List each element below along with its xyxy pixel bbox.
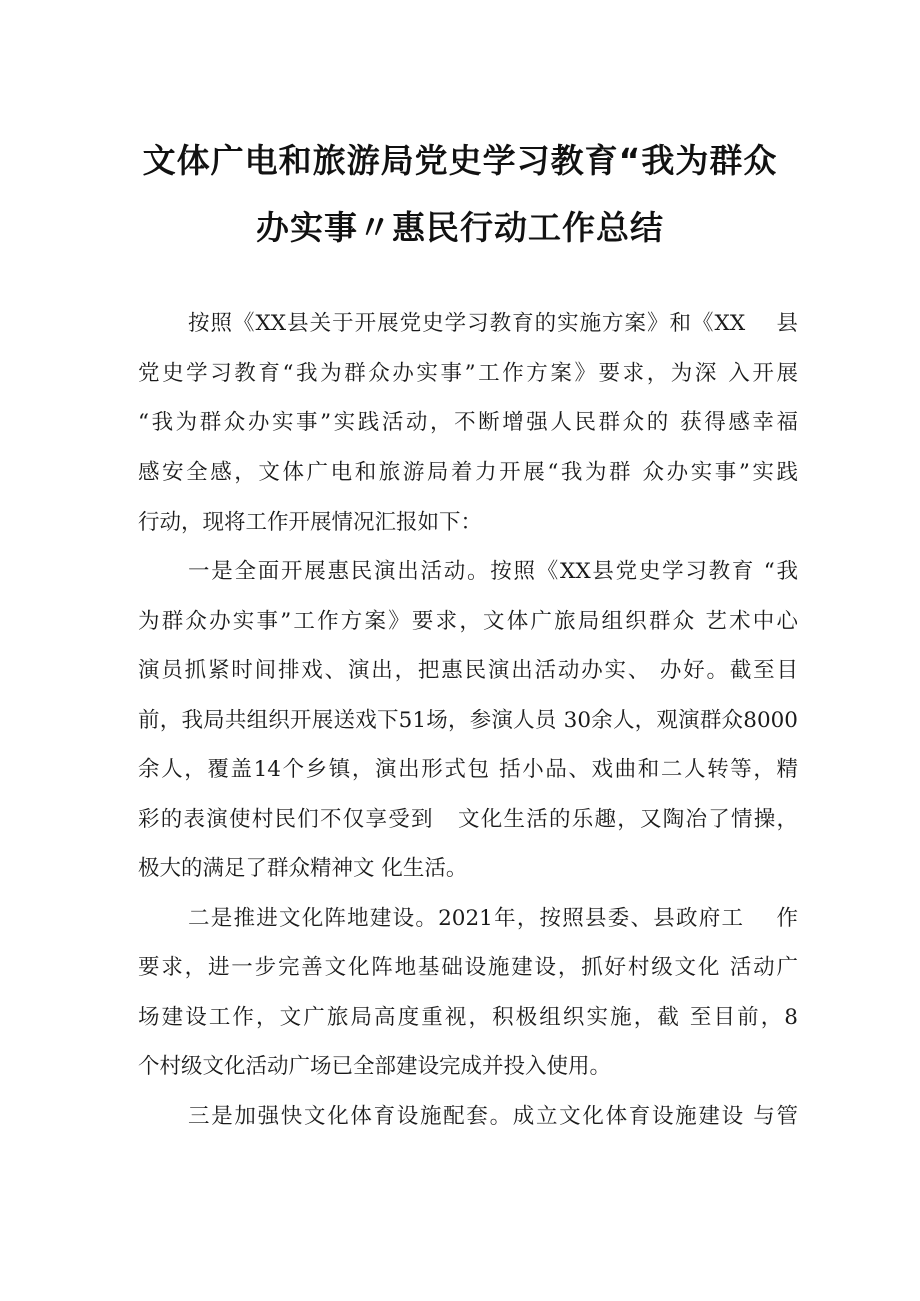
paragraph-2-line-3: 演员抓紧时间排戏、演出，把惠民演出活动办实、 办好。截至目 [138, 658, 798, 683]
paragraph-3-line-1: 二是推进文化阵地建设。2021年，按照县委、县政府工 作 [188, 906, 798, 931]
paragraph-2-line-2: 为群众办实事”工作方案》要求，文体广旅局组织群众 艺术中心 [138, 609, 798, 634]
paragraph-2-line-5: 余人，覆盖14个乡镇，演出形式包 括小品、戏曲和二人转等，精 [138, 757, 798, 782]
document-title-line-1: 文体广电和旅游局党史学习教育“我为群众 [142, 141, 778, 180]
paragraph-2-line-1: 一是全面开展惠民演出活动。按照《XX县党史学习教育 “我 [188, 559, 798, 584]
paragraph-1-line-3: “我为群众办实事”实践活动，不断增强人民群众的 获得感幸福 [138, 410, 798, 435]
paragraph-2-line-4: 前，我局共组织开展送戏下51场，参演人员 30余人，观演群众8000 [138, 708, 798, 733]
paragraph-2-line-6: 彩的表演使村民们不仅享受到 文化生活的乐趣，又陶冶了情操， [138, 807, 798, 832]
paragraph-1-line-4: 感安全感，文体广电和旅游局着力开展“我为群 众办实事”实践 [138, 460, 798, 485]
paragraph-3-line-3: 场建设工作，文广旅局高度重视，积极组织实施，截 至目前，8 [138, 1005, 798, 1030]
paragraph-1-line-1: 按照《XX县关于开展党史学习教育的实施方案》和《XX 县 [188, 311, 798, 336]
paragraph-1-line-2: 党史学习教育“我为群众办实事”工作方案》要求，为深 入开展 [138, 361, 798, 386]
paragraph-1-line-5: 行动，现将工作开展情况汇报如下： [138, 510, 483, 535]
paragraph-4-line-1: 三是加强快文化体育设施配套。成立文化体育设施建设 与管 [188, 1104, 798, 1129]
document-title-line-2: 办实事〃惠民行动工作总结 [256, 208, 664, 247]
paragraph-3-line-4: 个村级文化活动广场已全部建设完成并投入使用。 [138, 1054, 612, 1079]
paragraph-3-line-2: 要求，进一步完善文化阵地基础设施建设，抓好村级文化 活动广 [138, 955, 798, 980]
paragraph-2-line-7: 极大的满足了群众精神文 化生活。 [138, 856, 468, 881]
